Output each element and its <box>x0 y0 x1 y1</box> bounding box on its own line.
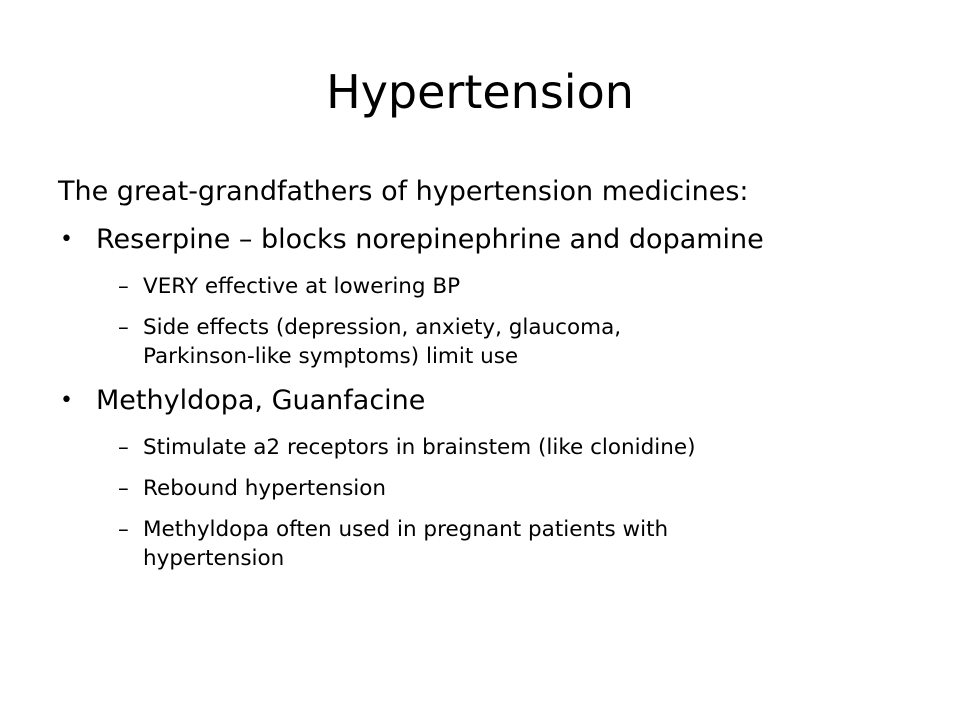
sub-bullet-text: Side effects (depression, anxiety, glaucoma, Parkinson-like symptoms) limit use <box>143 315 622 369</box>
dash-icon: – <box>118 476 129 501</box>
sub-bullet-text: VERY effective at lowering BP <box>143 274 461 299</box>
slide-content <box>58 170 938 573</box>
sub-bullet-text: Stimulate a2 receptors in brainstem (like clonidine) <box>143 435 696 460</box>
sub-bullet-text: Rebound hypertension <box>143 476 387 501</box>
dash-icon: – <box>118 274 129 299</box>
sub-bullet <box>58 474 938 503</box>
sub-bullet <box>58 433 938 462</box>
bullet-text: Reserpine – blocks norepinephrine and dopamine <box>96 224 764 255</box>
sub-bullet <box>58 272 938 301</box>
intro-text: The great-grandfathers of hypertension medicines: <box>58 176 749 207</box>
bullet-text: Methyldopa, Guanfacine <box>96 385 426 416</box>
bullet-methyldopa <box>58 381 938 421</box>
slide-title: Hypertension <box>326 65 634 119</box>
spacer <box>58 371 938 375</box>
bullet-icon: • <box>60 227 73 252</box>
dash-icon: – <box>118 517 129 542</box>
dash-icon: – <box>118 315 129 340</box>
sub-bullet <box>58 515 938 573</box>
dash-icon: – <box>118 435 129 460</box>
bullet-icon: • <box>60 388 73 413</box>
sub-bullet-text: Methyldopa often used in pregnant patients with hypertension <box>143 517 669 571</box>
sub-bullet <box>58 313 938 371</box>
bullet-reserpine <box>58 220 938 260</box>
